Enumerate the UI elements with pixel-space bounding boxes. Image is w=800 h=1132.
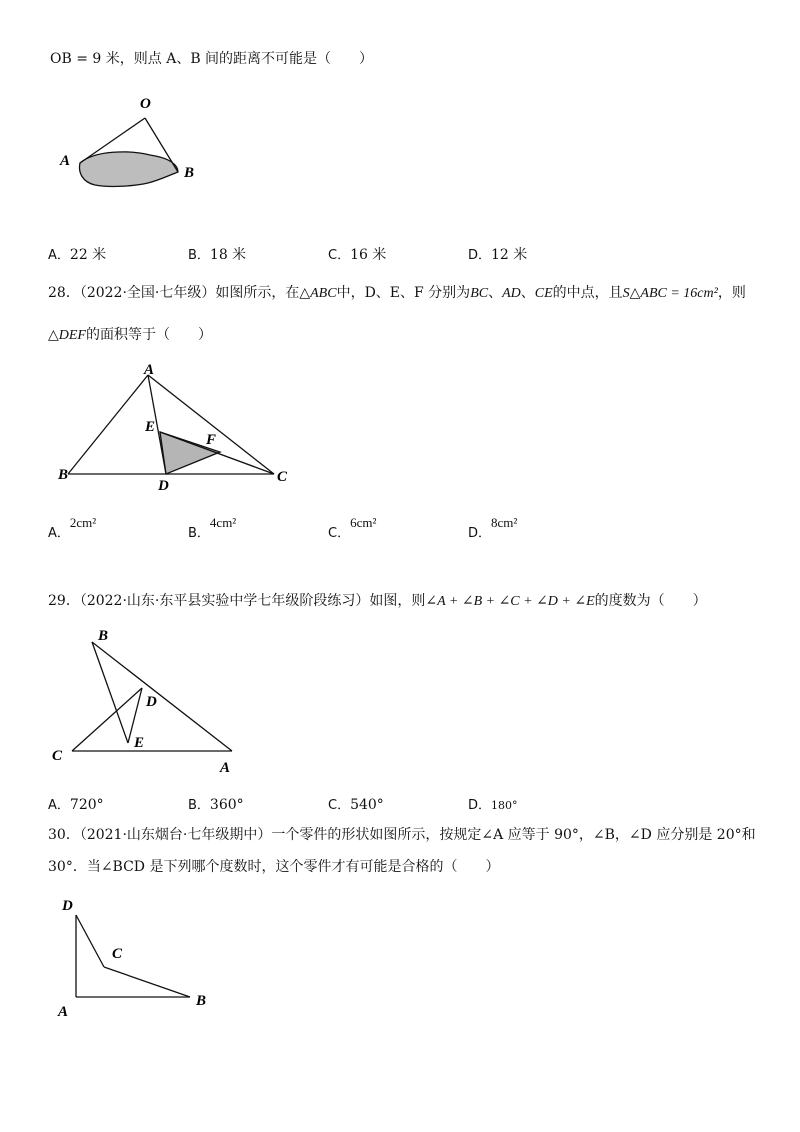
q29-label-a: A: [220, 760, 231, 776]
q28-option-c[interactable]: C．6cm²: [328, 515, 377, 541]
q27-label-o: O: [140, 96, 151, 112]
q28-triangle: △ABC: [299, 286, 337, 301]
q30-label-c: C: [112, 946, 123, 962]
q29-label-b: B: [98, 628, 109, 644]
q27-option-c[interactable]: C．16 米: [328, 247, 387, 263]
q27-option-d[interactable]: D．12 米: [468, 247, 528, 263]
q29-number: 29．: [48, 593, 80, 609]
q28-option-b[interactable]: B．4cm²: [188, 515, 237, 541]
q27-label-a: A: [60, 153, 71, 169]
q28-label-a: A: [144, 362, 155, 378]
q28-stem-line1: 28．（2022·全国·七年级）如图所示，在△ABC中，D、E、F 分别为BC、AD、CE的中点，且S△ABC = 16cm²，则: [48, 285, 746, 301]
q28-label-f: F: [206, 432, 217, 448]
q30-label-a: A: [58, 1004, 69, 1020]
q29-angle-sum: ∠A + ∠B + ∠C + ∠D + ∠E: [425, 594, 595, 609]
q29-label-e: E: [134, 735, 145, 751]
q28-option-a[interactable]: A．2cm²: [48, 515, 97, 541]
q28-option-d[interactable]: D．8cm²: [468, 515, 518, 541]
q30-number: 30．: [48, 827, 80, 843]
q29-source: （2022·山东·东平县实验中学七年级阶段练习）: [79, 593, 370, 609]
q28-label-d: D: [158, 478, 169, 494]
q29-option-c[interactable]: C．540°: [328, 797, 384, 813]
q28-label-e: E: [145, 419, 156, 435]
q28-label-b: B: [58, 467, 69, 483]
q30-segment-cb: [104, 967, 190, 997]
q29-option-b[interactable]: B．360°: [188, 797, 244, 813]
q28-label-c: C: [277, 469, 288, 485]
q27-label-b: B: [184, 165, 195, 181]
q28-stem-line2: △DEF的面积等于（ ）: [48, 327, 212, 343]
q28-source: （2022·全国·七年级）: [79, 285, 216, 301]
q27-stem: OB = 9 米，则点 A、B 间的距离不可能是（ ）: [50, 51, 374, 67]
q30-stem-line2: 30°．当∠BCD 是下列哪个度数时，这个零件才有可能是合格的（ ）: [48, 859, 500, 875]
q27-option-b[interactable]: B．18 米: [188, 247, 247, 263]
q30-source: （2021·山东烟台·七年级期中）: [79, 827, 272, 843]
q30-label-b: B: [196, 993, 207, 1009]
q29-option-d[interactable]: D．180°: [468, 798, 518, 813]
q28-area-condition: S△ABC = 16cm²: [622, 286, 718, 301]
q29-stem: 29．（2022·山东·东平县实验中学七年级阶段练习）如图，则∠A + ∠B + ∠C + ∠D + ∠E的度数为（ ）: [48, 593, 707, 609]
q27-option-a[interactable]: A．22 米: [48, 247, 107, 263]
q30-stem-line1: 30．（2021·山东烟台·七年级期中）一个零件的形状如图所示，按规定∠A 应等于 90°，∠B，∠D 应分别是 20°和: [48, 827, 756, 843]
q28-number: 28．: [48, 285, 80, 301]
q29-option-a[interactable]: A．720°: [48, 797, 104, 813]
q30-segment-dc: [76, 915, 104, 967]
q30-label-d: D: [62, 898, 73, 914]
q29-label-d: D: [146, 694, 157, 710]
q29-label-c: C: [52, 748, 63, 764]
